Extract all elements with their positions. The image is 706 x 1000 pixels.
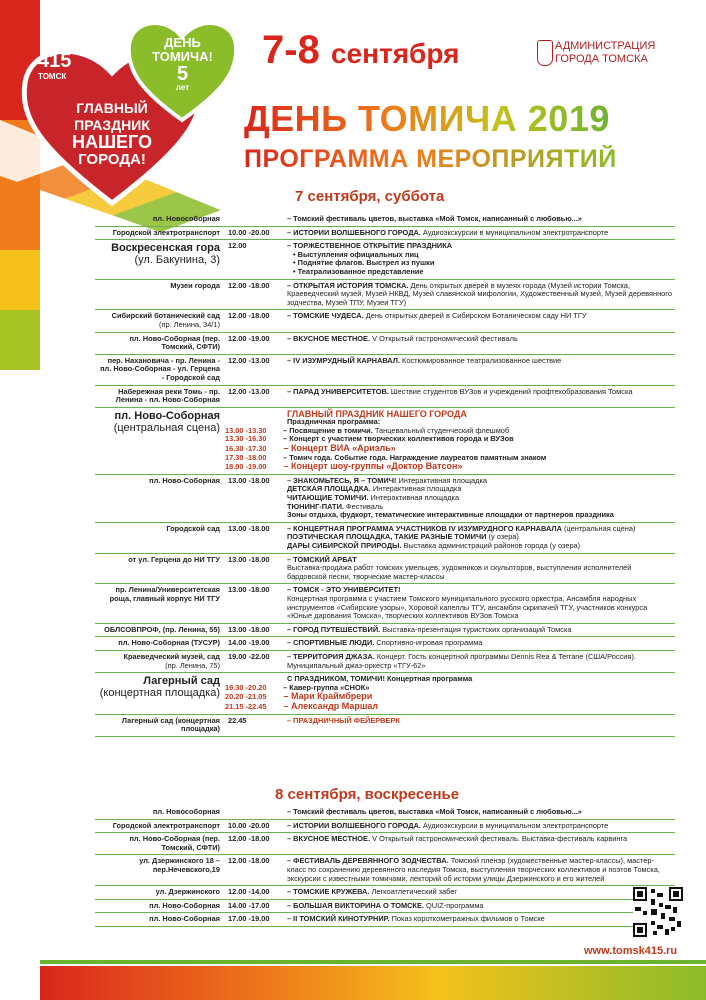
time-cell [222,806,285,819]
event-title: – ФЕСТИВАЛЬ ДЕРЕВЯННОГО ЗОДЧЕСТВА. [287,856,449,866]
time-cell: 12.00 -19.00 [222,332,285,354]
admin-line2: ГОРОДА ТОМСКА [555,53,648,65]
venue-address: (пр. Ленина, 75) [165,660,220,670]
venue-name: пл. Новособорная [152,807,220,816]
event-details: Спортивно-игровая программа [374,638,483,648]
description-cell [225,673,675,714]
event-line [287,808,673,817]
venue-cell [95,819,222,833]
venue-name: ул. Дзержинского 18 – пер.Нечевского,19 [139,856,220,874]
time-cell: 13.00 -18.00 [222,623,285,637]
venue-name: Сибирский ботанический сад [111,311,220,321]
venue-name: ОБЛСОВПРОФ, (пр. Ленина, 55) [104,624,220,634]
event-title: – ТОМСКИЕ ЧУДЕСА. [287,311,364,321]
venue-cell [95,855,222,886]
event-title: – Томский фестиваль цветов, выставка «Мой Томск, написанный с любовью...» [287,807,582,816]
logo-red-line3: НАШЕГО [71,132,153,152]
venue-cell [95,623,222,637]
program-item-time: 20.20 -21.05 [225,692,267,702]
table-row [95,522,675,553]
venue-cell [95,553,222,584]
table-row [95,385,675,407]
event-title: – ГОРОД ПУТЕШЕСТВИЙ. [287,624,381,634]
venue-cell [95,332,222,354]
table-row [95,553,675,584]
event-details: Выставка администраций районов города (у озера) [401,541,581,550]
page-title: ДЕНЬ ТОМИЧА 2019 [244,98,610,139]
event-line [287,357,673,366]
venue-cell [95,714,222,736]
table-row [95,407,675,474]
event-details: Показ короткометражных фильмов о Томске [389,914,545,924]
description-cell [285,637,675,651]
time-cell: 12.00 -18.00 [222,833,285,855]
event-line [287,902,673,911]
venue-cell [95,650,222,672]
event-title: – ПРАЗДНИЧНЫЙ ФЕЙЕРВЕРК [287,715,400,725]
event-details: Интерактивная площадка [396,475,487,485]
event-details: Концерт. Гость концертной программы Dennis Rea & Terrane (США/Россия). Муниципальный джаз-оркестр «ТГУ-62» [287,651,636,670]
program-item-time: 16.30 -17.30 [225,444,267,454]
description-cell [285,553,675,584]
time-cell: 12.00 -13.00 [222,385,285,407]
time-cell: 14.00 -17.00 [222,899,285,913]
table-row [95,584,675,623]
venue-cell [95,833,222,855]
venue-name: пер. Нахановича - пр. Ленина - пл. Ново-Соборная - ул. Герцена - Городской сад [100,355,220,382]
event-details: Легкоатлетический забег [369,887,458,897]
event-line [287,822,673,831]
qr-code [633,887,683,937]
program-item-time: 17.30 -18.00 [225,452,267,462]
event-details: День открытых дверей в Сибирском Ботаническом саду НИ ТГУ [363,311,587,321]
event-title: ДЕТСКАЯ ПЛОЩАДКА. [287,484,371,494]
time-cell: 13.00 -18.00 [222,553,285,584]
venue-cell [95,385,222,407]
table-row [95,279,675,310]
table-row [95,819,675,833]
program-item: • Театрализованное представление [293,266,424,276]
event-details: Фестиваль [343,501,384,511]
event-text: Выставка-продажа работ томских умельцев, художников и скульпторов, выступления исполнителей бардовской песни, творческие мастер-классы [287,563,632,581]
event-details: Костюмированное театрализованное шествие [399,355,562,365]
program-item-title: – Мари Краймбрери [281,691,373,702]
venue-cell [95,474,222,522]
program-item [225,700,673,712]
event-line [287,835,673,844]
description-cell [285,584,675,623]
event-title: – ТОМСКИЙ АРБАТ [287,554,357,564]
event-title: – СПОРТИВНЫЕ ЛЮДИ. [287,638,375,648]
program-subheading: Праздничная программа: [287,417,381,427]
table-row [95,623,675,637]
venue-name: Музеи города [170,280,220,290]
table-row [95,714,675,736]
program-item-time: 19.30 -20.20 [225,682,267,692]
day1-heading: 7 сентября, суббота [295,188,445,205]
dates-month: сентября [330,38,460,69]
program-item-time: 13.00 -13.30 [225,425,267,435]
logo-green-sub: лет [175,83,190,92]
table-row [95,899,675,913]
event-text: Концертная программа с участием Томского муниципального русского оркестра, Ансамбля народных инструментов «Сибирские узоры», Хоровой капеллы ТГУ, ансамбля скрипачей ТГУ, участников конкурса «Юные дарования Томска», творческих коллективов ВУЗов Томска [287,593,648,621]
venue-cell [95,806,222,819]
event-title: ТЮНИНГ-ПАТИ. [287,501,344,511]
logo-city: ТОМСК [38,72,67,81]
program-item-title: – Посвящение в томичи. [281,425,373,435]
description-cell [285,226,675,240]
venue-cell [95,584,222,623]
time-cell: 13.00 -18.00 [222,474,285,522]
venue-name: пл. Ново-Соборная (пер. Томский, СФТИ) [129,834,220,852]
venue-cell [95,522,222,553]
venue-name: пл. Новособорная [152,214,220,223]
time-cell: 13.00 -18.00 [222,584,285,623]
description-cell [285,819,675,833]
venue-name: пл. Ново-Соборная (пер. Томский, СФТИ) [129,333,220,352]
program-heading: ГЛАВНЫЙ ПРАЗДНИК НАШЕГО ГОРОДА [287,408,467,419]
program-item-title: – Кавер-группа «СНОК» [281,682,370,692]
day2-heading: 8 сентября, воскресенье [275,786,460,803]
venue-name: Набережная реки Томь - пр. Ленина - пл. Ново-Соборная [115,386,220,405]
event-title: Зоны отдыха, фудкорт, тематические интерактивные площадки от партнеров праздника [287,510,614,520]
event-details: Интерактивная площадка [368,493,460,503]
event-line [287,888,673,897]
table-row [95,855,675,886]
time-cell: 10.00 -20.00 [222,226,285,240]
table-row [95,833,675,855]
table-row [95,354,675,385]
event-line [287,215,673,224]
event-details: Аудиоэкскурсии в муниципальном электротранспорте [420,227,609,237]
program-item-title: – Концерт ВИА «Ариэль» [281,443,396,454]
event-line [287,312,673,321]
event-title: – ТОМСКИЕ КРУЖЕВА. [287,887,370,897]
logo-green-text [140,36,225,92]
event-title: – IV ИЗУМРУДНЫЙ КАРНАВАЛ. [287,355,400,365]
program-item: • Выступления официальных лиц [293,249,419,259]
event-title: – ЗНАКОМЬТЕСЬ, Я – ТОМИЧ! [287,475,397,485]
event-title: – ВКУСНОЕ МЕСТНОЕ. [287,333,371,343]
description-cell [285,310,675,332]
event-details: (у озера) [486,532,519,542]
description-cell [285,650,675,672]
venue-name: пл. Ново-Соборная [149,900,220,910]
time-cell: 12.00 [222,240,285,279]
venue-name: пл. Ново-Соборная [114,409,220,422]
description-cell [285,623,675,637]
logo-green-num: 5 [176,63,189,85]
administration-label [555,40,655,66]
event-details: V Открытый гастрономический фестиваль [370,333,518,343]
logo-red-line4: ГОРОДА! [78,151,146,168]
program-item-title: – Концерт шоу-группы «Доктор Ватсон» [281,461,463,472]
time-cell: 12.00 -18.00 [222,310,285,332]
time-cell: 17.00 -19.00 [222,913,285,927]
program-item: • Поднятие флагов. Выстрел из пушки [293,258,435,268]
venue-cell [95,226,222,240]
program-subheading: С ПРАЗДНИКОМ, ТОМИЧИ! Концертная программа [287,674,473,684]
description-cell [225,407,675,474]
bottom-gradient-bar [40,966,706,1000]
program-item-time: 13.30 -16.30 [225,434,267,444]
description-cell [285,474,675,522]
venue-cell [95,213,222,226]
event-title: – КОНЦЕРТНАЯ ПРОГРАММА УЧАСТНИКОВ IV ИЗУМРУДНОГО КАРНАВАЛА [287,523,562,533]
event-details: Интерактивная площадка [370,484,462,494]
event-line [287,653,673,670]
table-row [95,650,675,672]
table-row [95,332,675,354]
event-details: (центральная сцена) [561,523,636,533]
event-title: – Томский фестиваль цветов, выставка «Мой Томск, написанный с любовью...» [287,214,582,223]
time-cell: 10.00 -20.00 [222,819,285,833]
event-line [287,282,673,308]
venue-name: Воскресенская гора [111,242,220,255]
event-title: ЧИТАЮЩИЕ ТОМИЧИ. [287,493,369,503]
program-item-title: – Александр Маршал [281,700,379,711]
description-cell [285,855,675,886]
bottom-green-line [40,960,706,964]
venue-cell [95,886,222,900]
table-row [95,310,675,332]
event-line [287,229,673,238]
description-cell [285,522,675,553]
table-row [95,886,675,900]
venue-cell [95,899,222,913]
event-details: QUIZ-программа [423,900,484,910]
program-item-title: – Концерт с участием творческих коллективов города и ВУЗов [281,434,514,444]
website-link[interactable]: www.tomsk415.ru [584,945,678,957]
venue-name: Городской сад [166,523,220,533]
event-title: – ТОМСК - ЭТО УНИВЕРСИТЕТ! [287,585,401,595]
description-cell [285,833,675,855]
event-title: – БОЛЬШАЯ ВИКТОРИНА О ТОМСКЕ. [287,900,424,910]
event-title: – ПАРАД УНИВЕРСИТЕТОВ. [287,386,389,396]
venue-cell [95,240,222,279]
table-row [95,913,675,927]
table-row [95,226,675,240]
venue-cell [95,279,222,310]
description-cell [285,279,675,310]
day1-schedule [95,213,675,737]
event-details: День открытых дверей в музеях города (Музей истории Томска, Краеведческий музей, Музей НКВД, Музей славянской мифологии, Художественный музей, Музей деревянного зодчества, Музей ТПУ, Музеи ТГУ) [287,280,672,307]
program-item-time: 21.15 -22.45 [225,701,267,711]
event-title: – ОТКРЫТАЯ ИСТОРИЯ ТОМСКА. [287,280,409,290]
table-row [95,637,675,651]
venue-cell [95,913,222,927]
description-cell [285,240,675,279]
event-title: – ТОРЖЕСТВЕННОЕ ОТКРЫТИЕ ПРАЗДНИКА [287,241,453,251]
table-row [95,673,675,714]
admin-line1: АДМИНИСТРАЦИЯ [555,40,656,52]
event-line [287,717,673,726]
venue-name: Городской электротранспорт [112,227,220,237]
time-cell: 12.00 -14.00 [222,886,285,900]
venue-cell [95,310,222,332]
venue-name: Краеведческий музей, сад [123,651,220,661]
description-cell [285,806,675,819]
venue-address: (центральная сцена) [113,421,220,434]
venue-cell [95,354,222,385]
event-line [287,639,673,648]
description-cell [285,886,675,900]
event-title: ДАРЫ СИБИРСКОЙ ПРИРОДЫ. [287,541,402,550]
venue-name: пл. Ново-Соборная [149,475,220,485]
venue-name: Лагерный сад (концертная площадка) [121,715,220,734]
venue-name: пл. Ново-Соборная [149,914,220,924]
venue-address: (пр. Ленина, 34/1) [159,319,220,329]
program-item-time: 18.00 -19.00 [225,462,267,472]
event-title: ПОЭТИЧЕСКАЯ ПЛОЩАДКА, ТАКИЕ РАЗНЫЕ ТОМИЧИ [287,532,487,542]
coat-of-arms-icon [537,40,553,66]
venue-name: Лагерный сад [143,675,220,688]
dates-number: 7-8 [262,28,320,72]
time-cell: 12.00 -18.00 [222,855,285,886]
event-title: – ИСТОРИИ ВОЛШЕБНОГО ГОРОДА. [287,227,421,237]
event-line [287,511,673,520]
venue-name: от ул. Герцена до НИ ТГУ [128,554,220,564]
program-item-title: – Томич года. Событие года. Награждение лауреатов памятным знаком [281,452,547,462]
description-cell [285,213,675,226]
program-item [225,461,673,472]
time-cell: 22.45 [222,714,285,736]
event-details: Томский пленэр (художественные мастер-классы), мастер-класс по сохранению деревянного наследия Томска, выступления творческих коллективов и поэтов Томска, экскурсии с известными томичами, лекторий об истории улицы Дзержинского и его жителей [287,856,660,883]
event-title: – ВКУСНОЕ МЕСТНОЕ. [287,834,371,844]
event-details: Аудиоэкскурсии в муниципальном электротранспорте [420,820,609,830]
time-cell: 19.00 -22.00 [222,650,285,672]
description-cell [285,899,675,913]
logo-green-line2: ТОМИЧА! [152,49,213,64]
table-row [95,240,675,279]
description-cell [285,354,675,385]
description-cell [285,332,675,354]
time-cell: 14.00 -19.00 [222,637,285,651]
event-dates [262,28,459,73]
event-line [287,542,673,551]
venue-name: ул. Дзержинского [155,887,220,897]
time-cell: 13.00 -18.00 [222,522,285,553]
event-title: – ТЕРРИТОРИЯ ДЖАЗА. [287,651,375,661]
day2-schedule [95,806,675,927]
event-line [287,626,673,635]
time-cell: 12.00 -18.00 [222,279,285,310]
page-subtitle: ПРОГРАММА МЕРОПРИЯТИЙ [244,145,617,173]
table-row [95,806,675,819]
event-line [287,915,673,924]
description-cell [285,385,675,407]
venue-address: (концертная площадка) [99,687,220,700]
venue-cell [95,407,222,474]
event-line [287,335,673,344]
logo-red-line1: ГЛАВНЫЙ [76,100,148,116]
event-details: V Открытый гастрономический фестиваль. Выставка-фестиваль карвинга [370,834,628,844]
venue-name: Городской электротранспорт [112,820,220,830]
event-title: – ИСТОРИИ ВОЛШЕБНОГО ГОРОДА. [287,820,421,830]
venue-address: (ул. Бакунина, 3) [134,254,220,267]
table-row [95,213,675,226]
event-title: – II ТОМСКИЙ КИНОТУРНИР. [287,914,390,924]
logo-num: 415 [38,50,72,72]
venue-cell [95,673,222,714]
event-details: Шествие студентов ВУЗов и учреждений профтехобразования Томска [388,386,633,396]
time-cell: 12.00 -13.00 [222,354,285,385]
event-line [287,857,673,883]
table-row [95,474,675,522]
time-cell [222,213,285,226]
logo-green-line1: ДЕНЬ [164,35,201,50]
venue-cell [95,637,222,651]
venue-name: пл. Ново-Соборная (ТУСУР) [118,638,220,648]
venue-name: пр. Ленина/Университетская роща, главный корпус НИ ТГУ [109,585,220,603]
description-cell [285,714,675,736]
event-line [287,388,673,397]
logo-red-line2: ПРАЗДНИК [74,117,150,133]
description-cell [285,913,675,927]
program-item-details: Танцевальный студенческий флешмоб [372,425,510,435]
event-details: Выставка-презентация туристских организаций Томска [380,624,572,634]
